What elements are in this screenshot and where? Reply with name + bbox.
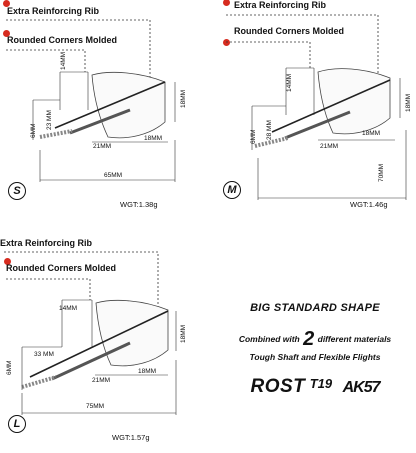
shaft-thread bbox=[22, 377, 56, 387]
shaft-thread bbox=[40, 131, 72, 137]
dim-shaft-flight: 21MM bbox=[93, 143, 112, 150]
dim-tip: 6MM bbox=[6, 360, 13, 375]
weight-label: WGT:1.46g bbox=[350, 200, 388, 209]
dim-shaft-flight: 21MM bbox=[92, 377, 111, 384]
callout-corners-label: Rounded Corners Molded bbox=[234, 26, 344, 36]
materials-line: Tough Shaft and Flexible Flights bbox=[249, 352, 381, 362]
size-badge-l: L bbox=[8, 415, 26, 433]
variant-l bbox=[0, 225, 210, 453]
dim-flight-height: 18MM bbox=[180, 89, 187, 108]
callout-corners-label: Rounded Corners Molded bbox=[6, 263, 116, 273]
dim-shaft-flight: 21MM bbox=[320, 143, 339, 150]
brand-name: ROST bbox=[250, 376, 306, 397]
callout-leader bbox=[6, 279, 90, 300]
callout-rib-label: Extra Reinforcing Rib bbox=[234, 0, 327, 10]
combined-num: 2 bbox=[303, 328, 315, 350]
dim-tip: 6MM bbox=[30, 123, 37, 138]
dart-diagram-l bbox=[0, 225, 210, 453]
callout-leader bbox=[226, 42, 310, 68]
dim-flight-width: 14MM bbox=[59, 305, 78, 312]
dim-flight-len: 18MM bbox=[138, 368, 157, 375]
callout-leader bbox=[4, 252, 158, 307]
callout-leader bbox=[6, 20, 150, 78]
callout-leader bbox=[6, 50, 85, 72]
flight-shape bbox=[318, 69, 390, 134]
dim-flight-height: 18MM bbox=[405, 93, 412, 112]
dim-flight-len: 18MM bbox=[144, 135, 163, 142]
model-name: T19 bbox=[309, 376, 333, 391]
weight-label: WGT:1.57g bbox=[112, 433, 150, 442]
dim-total: 65MM bbox=[104, 172, 123, 179]
dim-tip: 6MM bbox=[250, 129, 257, 144]
callout-leader bbox=[226, 15, 378, 78]
callout-rib-label: Extra Reinforcing Rib bbox=[0, 238, 93, 248]
dim-flight-len: 18MM bbox=[362, 130, 381, 137]
dim-total: 70MM bbox=[378, 163, 385, 182]
dim-flight-width: 14MM bbox=[60, 51, 67, 70]
callout-corners-label: Rounded Corners Molded bbox=[7, 35, 117, 45]
size-badge-m: M bbox=[223, 181, 241, 199]
dim-shaft: 33 MM bbox=[34, 351, 54, 358]
size-badge-s: S bbox=[8, 182, 26, 200]
weight-label: WGT:1.38g bbox=[120, 200, 158, 209]
dim-flight-height: 18MM bbox=[180, 324, 187, 343]
combined-post: different materials bbox=[317, 334, 392, 344]
ak57-logo: AK57 bbox=[342, 379, 380, 396]
variant-m bbox=[210, 0, 416, 225]
headline: BIG STANDARD SHAPE bbox=[250, 302, 380, 314]
dim-flight-width: 14MM bbox=[286, 73, 293, 92]
dim-shaft: 23 MM bbox=[46, 110, 53, 130]
brand-row bbox=[215, 376, 415, 398]
flight-shape bbox=[92, 72, 165, 137]
combined-line bbox=[215, 328, 415, 351]
info-panel bbox=[215, 302, 415, 398]
variant-s bbox=[0, 0, 200, 225]
dim-shaft: 28 MM bbox=[266, 120, 273, 140]
callout-rib-label: Extra Reinforcing Rib bbox=[7, 6, 100, 16]
dim-total: 75MM bbox=[86, 403, 105, 410]
flight-shape bbox=[96, 300, 168, 365]
combined-pre: Combined with bbox=[238, 334, 300, 344]
dart-diagram-s bbox=[0, 0, 200, 225]
